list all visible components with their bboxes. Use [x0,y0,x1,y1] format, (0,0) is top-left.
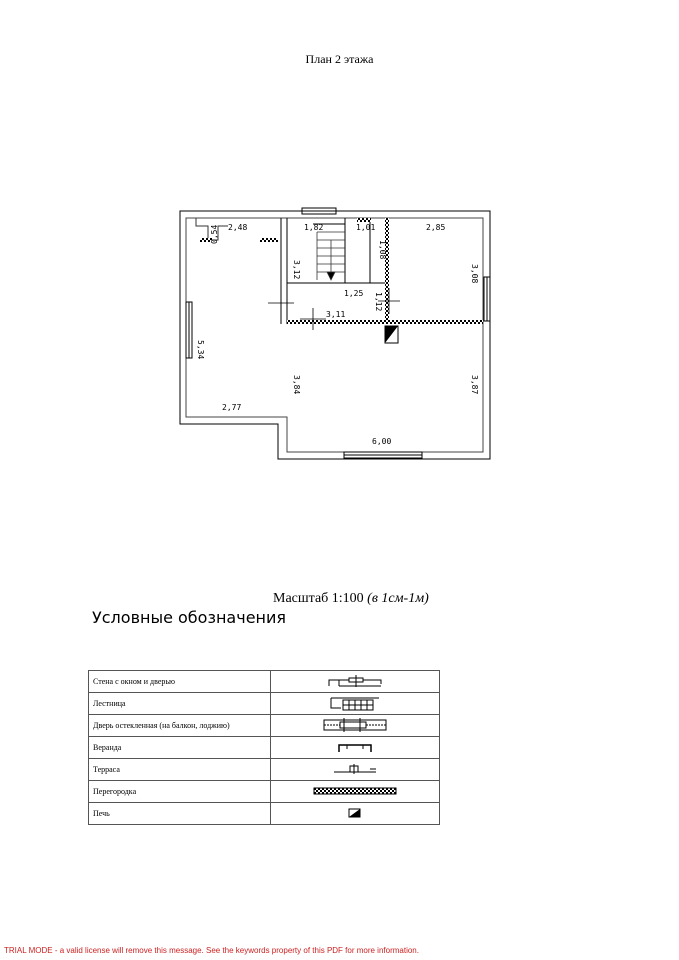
veranda-icon [335,740,375,754]
svg-text:3,84: 3,84 [292,375,301,395]
legend-row [89,803,440,825]
partitions [200,218,483,324]
scale-note: (в 1см-1м) [367,591,429,606]
svg-text:1,12: 1,12 [374,292,383,312]
dimension-labels [196,223,479,446]
svg-text:3,08: 3,08 [470,264,479,284]
svg-text:0,54: 0,54 [210,224,219,244]
svg-text:3,87: 3,87 [470,375,479,395]
svg-text:3,12: 3,12 [292,260,301,280]
scale-label [273,591,429,607]
stairs-drawing [317,232,345,280]
svg-text:1,25: 1,25 [344,289,364,298]
legend-label: Стена с окном и дверью [89,671,271,693]
legend-label: Дверь остекленная (на балкон, лоджию) [89,715,271,737]
svg-text:1,08: 1,08 [378,240,387,260]
svg-text:6,00: 6,00 [372,437,392,446]
wall-window-door-icon [325,673,385,689]
svg-text:3,11: 3,11 [326,310,346,319]
scale-value: Масштаб 1:100 [273,591,364,606]
trial-notice: TRIAL MODE - a valid license will remove this message. See the keywords property of this PDF for more information. [4,946,419,955]
svg-text:1,82: 1,82 [304,223,324,232]
legend-row [89,759,440,781]
legend-row [89,737,440,759]
legend-heading: Условные обозначения [92,608,287,627]
legend-label: Печь [89,803,271,825]
stove [385,326,398,343]
interior-walls [196,218,385,324]
terrace-icon [330,762,380,776]
legend-row [89,671,440,693]
svg-text:5,34: 5,34 [196,340,205,360]
svg-text:2,48: 2,48 [228,223,248,232]
legend-row [89,715,440,737]
legend-label: Терраса [89,759,271,781]
svg-text:1,01: 1,01 [356,223,376,232]
legend-label: Лестница [89,693,271,715]
svg-text:2,85: 2,85 [426,223,446,232]
legend-label: Веранда [89,737,271,759]
legend-label: Перегородка [89,781,271,803]
svg-text:2,77: 2,77 [222,403,242,412]
stove-icon [347,807,363,819]
legend-table [88,670,440,825]
windows [186,208,490,458]
page-title: План 2 этажа [305,52,374,66]
legend-row [89,781,440,803]
glazed-door-icon [320,716,390,734]
partition-icon [312,786,398,796]
legend-row [89,693,440,715]
stairs-icon [325,694,385,712]
